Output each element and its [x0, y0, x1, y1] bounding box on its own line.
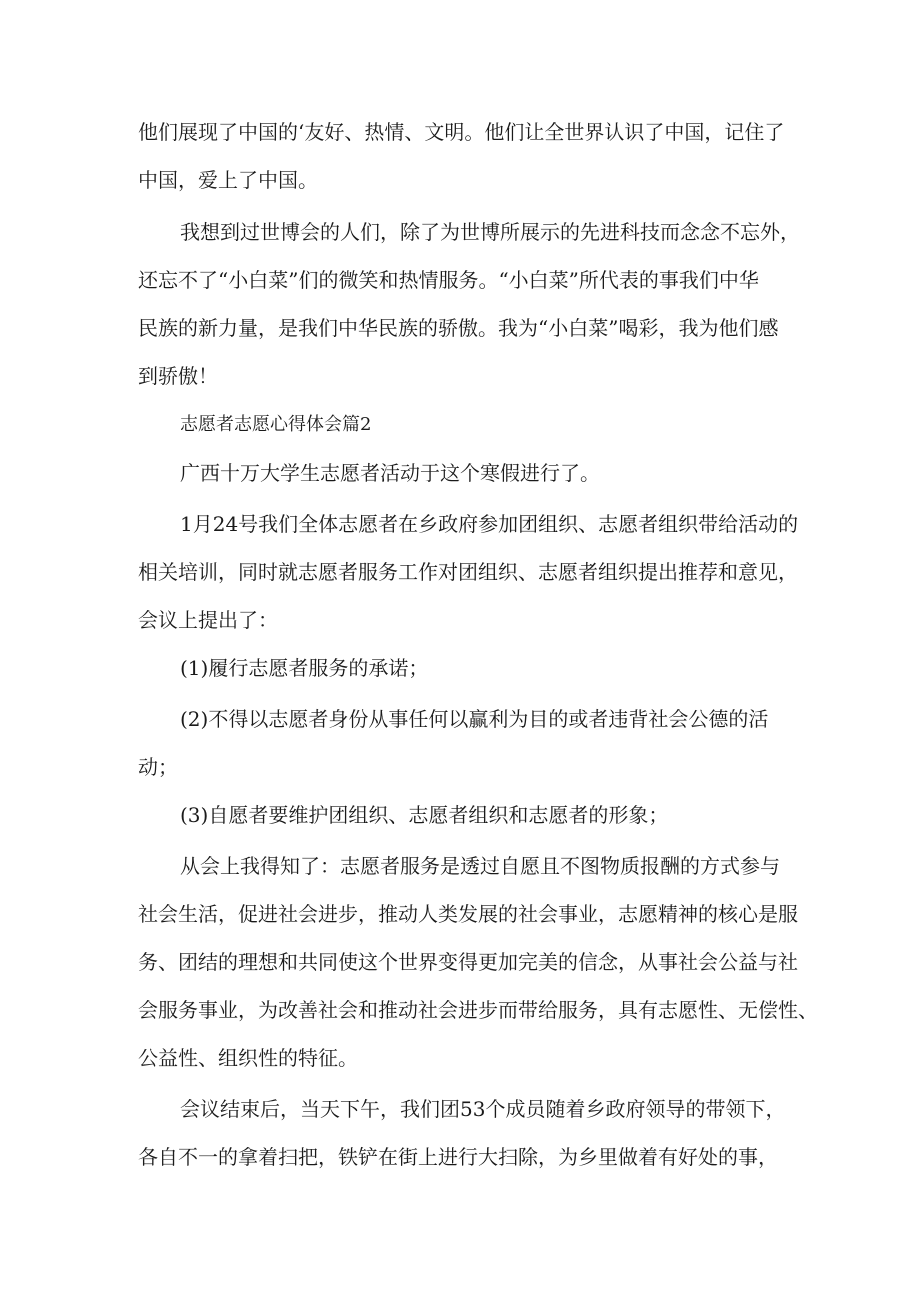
- paragraph-line: 广西十万大学生志愿者活动于这个寒假进行了。: [180, 461, 600, 485]
- paragraph-line: 会议结束后，当天下午，我们团53个成员随着乡政府领导的带领下，: [180, 1097, 786, 1121]
- list-item: (2)不得以志愿者身份从事任何以赢利为目的或者违背社会公德的活: [180, 707, 769, 731]
- paragraph-line: 到骄傲！: [138, 364, 218, 388]
- paragraph-line: 他们展现了中国的‘友好、热情、文明。他们让全世界认识了中国，记住了: [138, 120, 785, 144]
- paragraph-line: 公益性、组织性的特征。: [138, 1046, 358, 1070]
- paragraph-line: 相关培训，同时就志愿者服务工作对团组织、志愿者组织提出推荐和意见，: [138, 560, 798, 584]
- paragraph-line: 我想到过世博会的人们，除了为世博所展示的先进科技而念念不忘外，: [180, 220, 800, 244]
- paragraph-line: 会议上提出了：: [138, 608, 278, 632]
- paragraph-line: 还忘不了“小白菜”们的微笑和热情服务。“小白菜”所代表的事我们中华: [138, 268, 759, 292]
- paragraph-line: 会服务事业，为改善社会和推动社会进步而带给服务，具有志愿性、无偿性、: [138, 998, 818, 1022]
- paragraph-line: 民族的新力量，是我们中华民族的骄傲。我为“小白菜”喝彩，我为他们感: [138, 316, 779, 340]
- list-item: (3)自愿者要维护团组织、志愿者组织和志愿者的形象；: [180, 803, 669, 827]
- paragraph-line: 从会上我得知了：志愿者服务是透过自愿且不图物质报酬的方式参与: [180, 854, 780, 878]
- paragraph-line: 社会生活，促进社会进步，推动人类发展的社会事业，志愿精神的核心是服: [138, 902, 798, 926]
- paragraph-line: 1月24号我们全体志愿者在乡政府参加团组织、志愿者组织带给活动的: [180, 512, 799, 536]
- list-item: (1)履行志愿者服务的承诺；: [180, 656, 429, 680]
- paragraph-line: 各自不一的拿着扫把，铁铲在街上进行大扫除，为乡里做着有好处的事，: [138, 1145, 778, 1169]
- paragraph-line: 中国，爱上了中国。: [138, 168, 318, 192]
- list-item-continuation: 动；: [138, 755, 178, 779]
- section-heading: 志愿者志愿心得体会篇2: [180, 414, 372, 435]
- paragraph-line: 务、团结的理想和共同使这个世界变得更加完美的信念，从事社会公益与社: [138, 950, 798, 974]
